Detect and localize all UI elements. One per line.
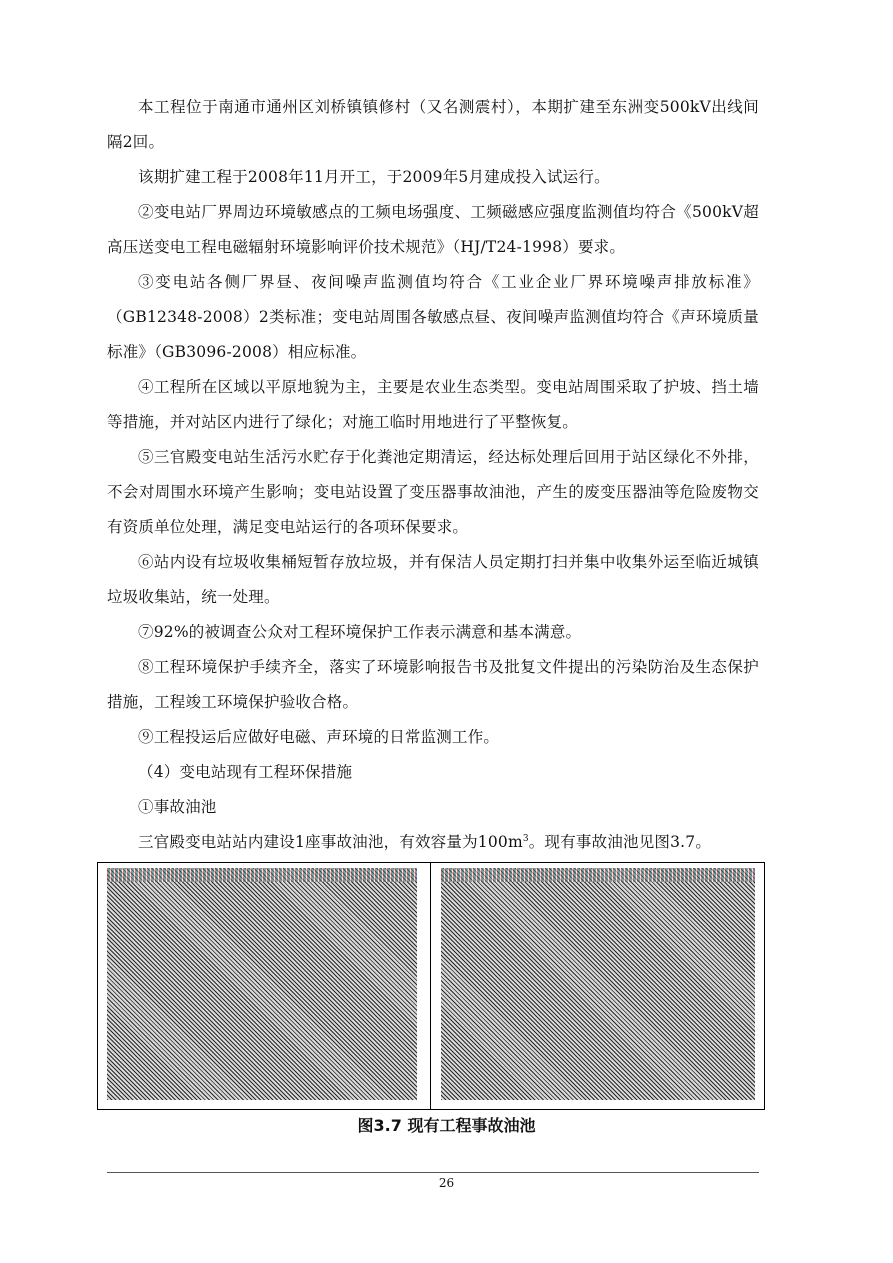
paragraph-ecology: ④工程所在区域以平原地貌为主，主要是农业生态类型。变电站周围采取了护坡、挡土墙等措施，并对站区内进行了绿化；对施工临时用地进行了平整恢复。 <box>107 378 759 431</box>
footer-divider <box>107 1172 759 1173</box>
paragraph-garbage: ⑥站内设有垃圾收集桶短暂存放垃圾，并有保洁人员定期打扫并集中收集外运至临近城镇垃圾收集站，统一处理。 <box>107 553 759 606</box>
paragraph-monitoring: ⑨工程投运后应做好电磁、声环境的日常监测工作。 <box>138 728 500 746</box>
body-text <box>107 90 759 860</box>
oil-pool-text: 三官殿变电站站内建设1座事故油池，有效容量为100m <box>138 833 523 851</box>
superscript-unit: 3 <box>522 833 529 844</box>
paragraph-schedule: 该期扩建工程于2008年11月开工，于2009年5月建成投入试运行。 <box>138 168 610 186</box>
paragraph-acceptance: ⑧工程环境保护手续齐全，落实了环境影响报告书及批复文件提出的污染防治及生态保护措施，工程竣工环境保护验收合格。 <box>107 658 759 711</box>
oil-pool-photo-right <box>441 868 755 1100</box>
paragraph-wastewater: ⑤三官殿变电站生活污水贮存于化粪池定期清运，经达标处理后回用于站区绿化不外排，不会对周围水环境产生影响；变电站设置了变压器事故油池，产生的废变压器油等危险废物交有资质单位处理，满足变电站运行的各项环保要求。 <box>107 448 759 536</box>
paragraph-location: 本工程位于南通市通州区刘桥镇镇修村（又名测震村），本期扩建至东洲变500kV出线间隔2回。 <box>107 98 759 151</box>
page-number: 26 <box>438 1176 455 1190</box>
figure-divider <box>430 862 431 1110</box>
paragraph-noise: ③变电站各侧厂界昼、夜间噪声监测值均符合《工业企业厂界环境噪声排放标准》（GB12348-2008）2类标准；变电站周围各敏感点昼、夜间噪声监测值均符合《声环境质量标准》（GB3096-2008）相应标准。 <box>107 273 759 361</box>
section-heading: （4）变电站现有工程环保措施 <box>138 763 353 781</box>
oil-pool-photo-left <box>107 868 417 1100</box>
figure-caption: 图3.7 现有工程事故油池 <box>357 1116 536 1135</box>
oil-pool-text-end: 。现有事故油池见图3.7。 <box>528 833 712 851</box>
subsection-heading: ①事故油池 <box>138 798 217 816</box>
paragraph-oil-pool <box>107 825 759 860</box>
paragraph-electromagnetic: ②变电站厂界周边环境敏感点的工频电场强度、工频磁感应强度监测值均符合《500kV超高压送变电工程电磁辐射环境影响评价技术规范》（HJ/T24-1998）要求。 <box>107 203 759 256</box>
paragraph-public-survey: ⑦92%的被调查公众对工程环境保护工作表示满意和基本满意。 <box>138 623 582 641</box>
